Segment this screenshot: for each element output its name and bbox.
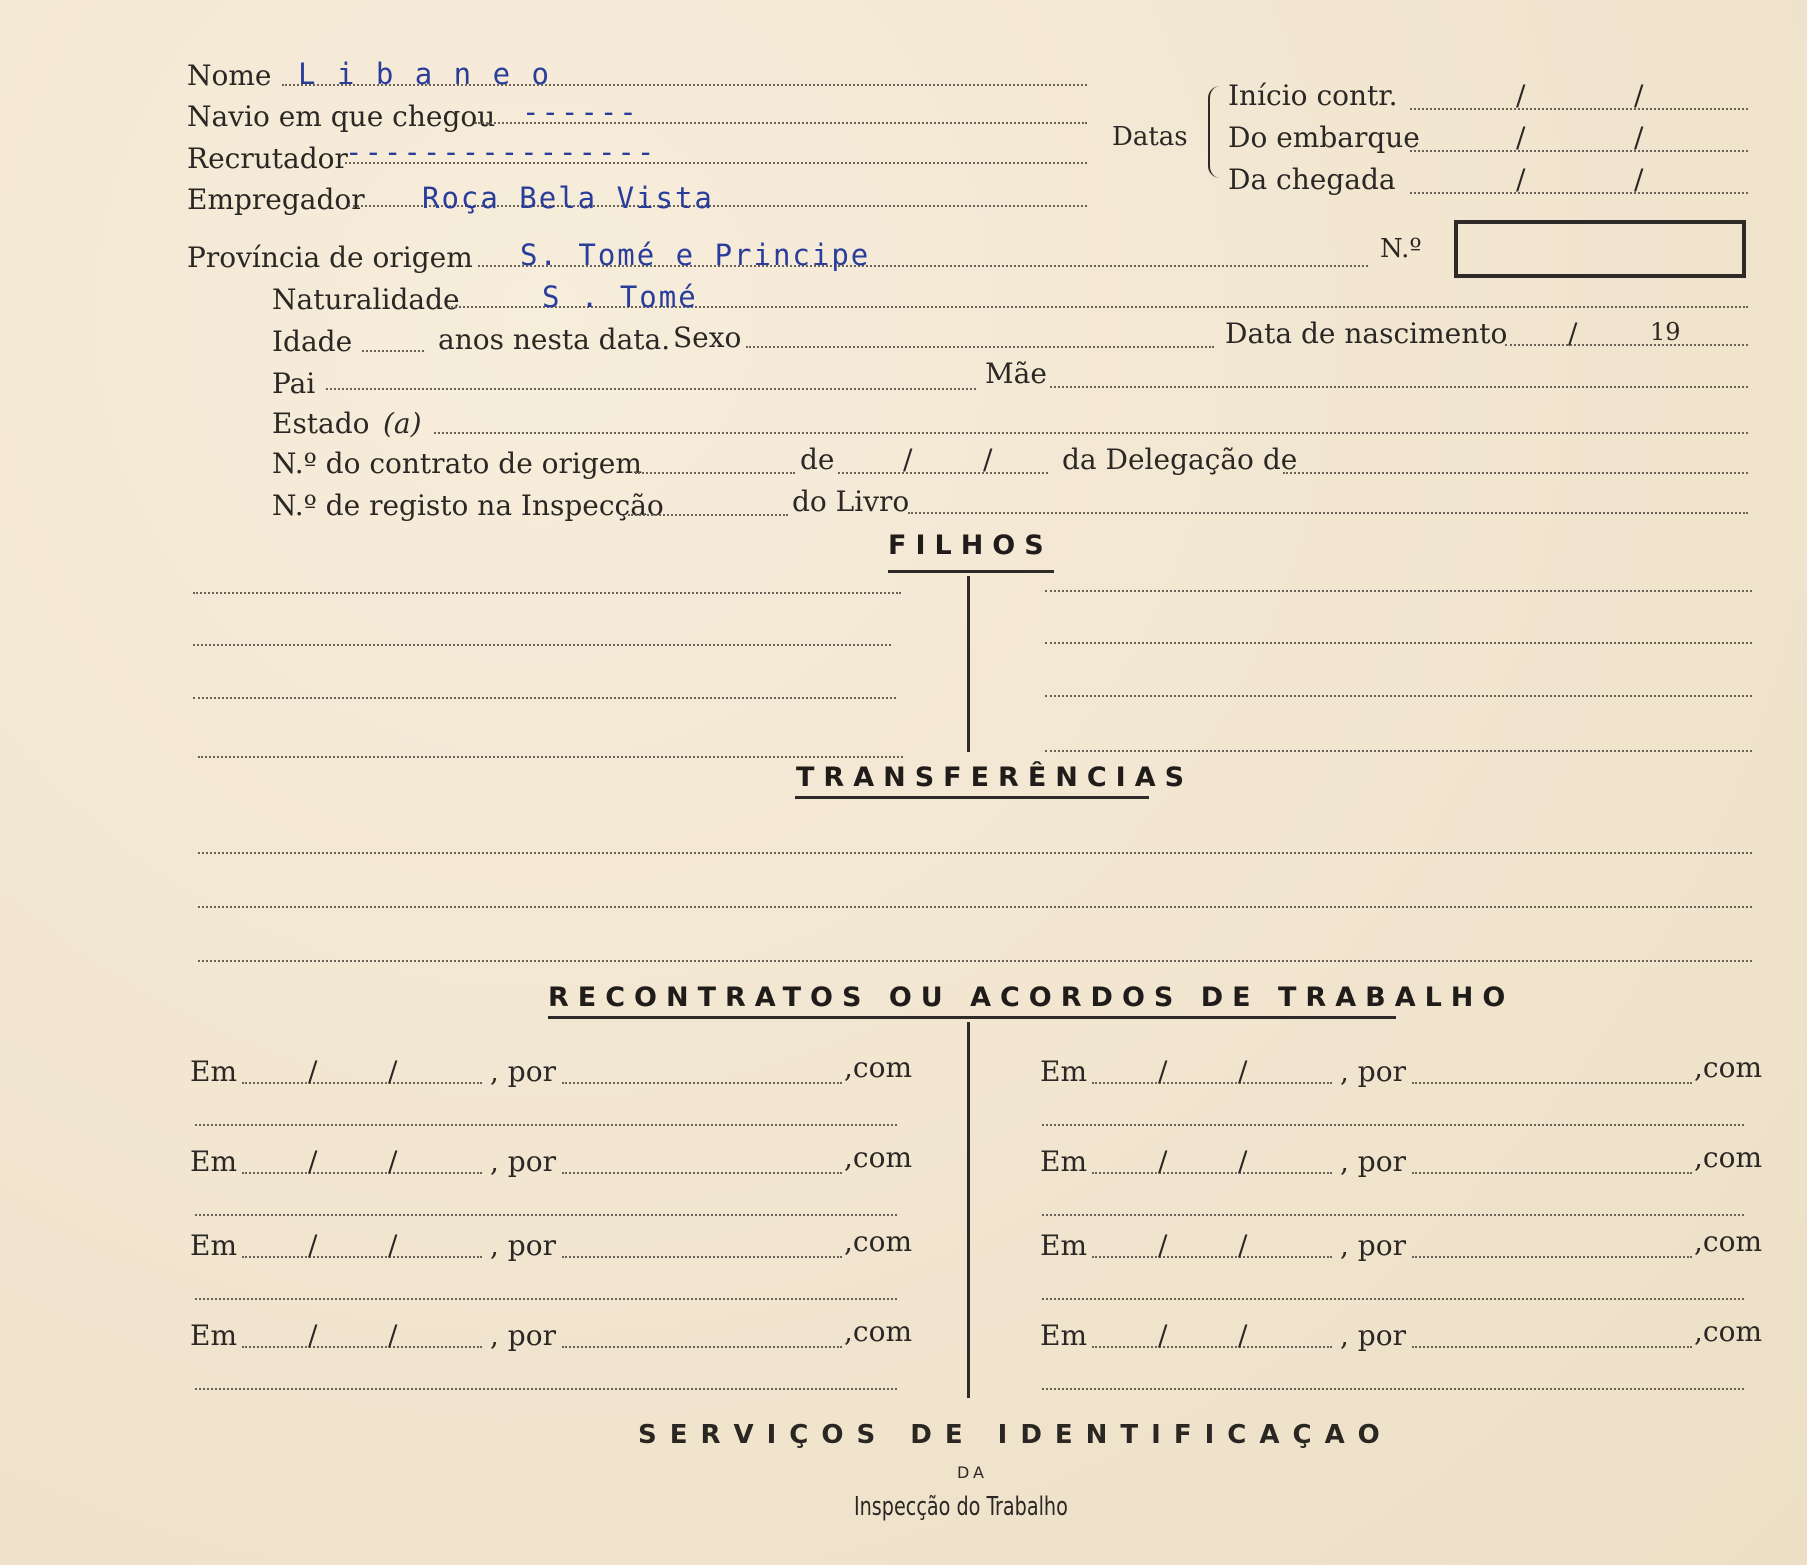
recontrato-right-date-line (1092, 1256, 1332, 1258)
recontrato-left-por-label: , por (490, 1229, 556, 1262)
recontrato-left-em-label: Em (190, 1055, 237, 1088)
recontrato-right-com-label: ,com (1694, 1315, 1762, 1348)
recontrato-right-slash-2: / (1238, 1145, 1248, 1178)
filhos-line-right-4 (1045, 750, 1752, 752)
footer-line-2: DA (957, 1463, 988, 1482)
recontrato-right-em-label: Em (1040, 1055, 1087, 1088)
recontrato-right-date-line (1092, 1172, 1332, 1174)
heading-filhos-underline (888, 570, 1054, 573)
label-numero: N.º (1380, 234, 1422, 264)
heading-transferencias: TRANSFERÊNCIAS (796, 762, 1194, 793)
slash-embarque-1: / (1516, 121, 1526, 154)
slash-chegada-2: / (1634, 163, 1644, 196)
recontrato-right-slash-1: / (1158, 1319, 1168, 1352)
field-line-estado (434, 432, 1748, 434)
recontrato-right-com-label: ,com (1694, 1225, 1762, 1258)
recontrato-left-por-label: , por (490, 1055, 556, 1088)
recontrato-left-slash-2: / (388, 1319, 398, 1352)
field-line-contrato-data (838, 472, 1048, 474)
recontrato-left-por-label: , por (490, 1319, 556, 1352)
recontrato-right-com-label: ,com (1694, 1141, 1762, 1174)
recontrato-right-slash-2: / (1238, 1229, 1248, 1262)
recontrato-left-continuation-line (195, 1298, 897, 1300)
label-nascimento: Data de nascimento (1225, 317, 1508, 350)
recontrato-right-em-label: Em (1040, 1145, 1087, 1178)
numero-box (1454, 220, 1746, 278)
field-line-pai (326, 388, 976, 390)
recontrato-right-slash-1: / (1158, 1055, 1168, 1088)
filhos-line-left-2 (193, 644, 891, 646)
label-naturalidade: Naturalidade (272, 283, 460, 316)
label-pai: Pai (272, 367, 316, 400)
recontrato-right-por-label: , por (1340, 1229, 1406, 1262)
recontrato-right-date-line (1092, 1082, 1332, 1084)
recontrato-right-slash-2: / (1238, 1055, 1248, 1088)
label-seculo: 19 (1650, 318, 1681, 346)
recontrato-left-com-label: ,com (844, 1315, 912, 1348)
slash-contrato-1: / (903, 443, 913, 476)
recontrato-right-continuation-line (1042, 1298, 1744, 1300)
field-line-nascimento (1505, 344, 1748, 346)
label-contrato: N.º do contrato de origem (272, 447, 642, 480)
filhos-line-right-1 (1045, 590, 1752, 592)
heading-recontratos-underline (548, 1016, 1396, 1019)
transferencias-line-3 (198, 960, 1752, 962)
label-delegacao: da Delegação de (1062, 443, 1298, 476)
filhos-line-right-2 (1045, 642, 1752, 644)
label-registo: N.º de registo na Inspecção (272, 489, 664, 522)
field-line-sexo (746, 346, 1214, 348)
transferencias-line-1 (198, 852, 1752, 854)
label-anos: anos nesta data. (438, 323, 671, 356)
recontrato-right-por-line (1412, 1082, 1692, 1084)
label-provincia: Província de origem (187, 241, 473, 274)
recontrato-right-por-line (1412, 1346, 1692, 1348)
heading-filhos: FILHOS (888, 530, 1053, 561)
field-line-contrato (635, 472, 795, 474)
recontrato-left-date-line (242, 1082, 482, 1084)
slash-embarque-2: / (1634, 121, 1644, 154)
filhos-divider (967, 576, 970, 752)
label-estado-note: (a) (383, 407, 422, 440)
slash-nascimento: / (1568, 317, 1578, 350)
recontrato-left-por-line (562, 1346, 842, 1348)
footer-line-1: SERVIÇOS DE IDENTIFICAÇAO (638, 1420, 1393, 1450)
label-de: de (800, 443, 835, 476)
recontrato-left-slash-2: / (388, 1145, 398, 1178)
recontrato-left-slash-1: / (308, 1145, 318, 1178)
recontrato-left-continuation-line (195, 1124, 897, 1126)
recontrato-right-date-line (1092, 1346, 1332, 1348)
recontrato-left-com-label: ,com (844, 1051, 912, 1084)
recontrato-left-por-line (562, 1082, 842, 1084)
recontrato-right-slash-2: / (1238, 1319, 1248, 1352)
label-sexo: Sexo (673, 321, 742, 354)
value-empregador: Roça Bela Vista (422, 181, 714, 215)
recontrato-right-por-line (1412, 1256, 1692, 1258)
label-chegada: Da chegada (1228, 163, 1396, 196)
value-navio: ------ (522, 95, 639, 129)
recontrato-left-slash-2: / (388, 1229, 398, 1262)
recontrato-right-slash-1: / (1158, 1145, 1168, 1178)
recontrato-left-por-line (562, 1172, 842, 1174)
field-line-embarque (1410, 150, 1748, 152)
recontrato-left-continuation-line (195, 1388, 897, 1390)
datas-brace (1208, 86, 1220, 178)
recontrato-left-por-line (562, 1256, 842, 1258)
label-estado: Estado (272, 407, 370, 440)
filhos-line-left-4 (198, 756, 903, 758)
filhos-line-left-3 (193, 697, 896, 699)
recontrato-left-slash-1: / (308, 1319, 318, 1352)
value-recrutador: ---------------- (345, 135, 657, 169)
recontrato-left-em-label: Em (190, 1145, 237, 1178)
recontrato-left-slash-1: / (308, 1229, 318, 1262)
label-datas: Datas (1112, 122, 1188, 152)
field-line-chegada (1410, 192, 1748, 194)
slash-inicio-2: / (1634, 79, 1644, 112)
recontrato-left-date-line (242, 1172, 482, 1174)
value-nome: L i b a n e o (298, 57, 551, 91)
recontrato-right-por-label: , por (1340, 1145, 1406, 1178)
transferencias-line-2 (198, 906, 1752, 908)
value-naturalidade: S . Tomé (542, 280, 698, 314)
recontrato-left-em-label: Em (190, 1319, 237, 1352)
filhos-line-left-1 (193, 592, 901, 594)
recontrato-right-em-label: Em (1040, 1319, 1087, 1352)
heading-transferencias-underline (795, 796, 1149, 799)
slash-contrato-2: / (983, 443, 993, 476)
label-livro: do Livro (792, 485, 910, 518)
field-line-mae (1050, 386, 1748, 388)
label-empregador: Empregador (187, 183, 365, 216)
label-idade: Idade (272, 325, 353, 358)
recontrato-left-com-label: ,com (844, 1141, 912, 1174)
recontrato-right-slash-1: / (1158, 1229, 1168, 1262)
recontratos-divider (967, 1022, 970, 1398)
field-line-inicio (1410, 108, 1748, 110)
recontrato-left-com-label: ,com (844, 1225, 912, 1258)
recontrato-left-por-label: , por (490, 1145, 556, 1178)
label-inicio: Início contr. (1228, 79, 1398, 112)
recontrato-right-continuation-line (1042, 1124, 1744, 1126)
field-line-registo (628, 514, 788, 516)
recontrato-right-continuation-line (1042, 1388, 1744, 1390)
value-provincia: S. Tomé e Principe (520, 238, 871, 272)
recontrato-right-em-label: Em (1040, 1229, 1087, 1262)
label-navio: Navio em que chegou (187, 100, 496, 133)
recontrato-left-slash-2: / (388, 1055, 398, 1088)
footer-line-3: Inspecção do Trabalho (854, 1492, 1068, 1522)
recontrato-left-slash-1: / (308, 1055, 318, 1088)
filhos-line-right-3 (1045, 695, 1752, 697)
recontrato-left-date-line (242, 1346, 482, 1348)
recontrato-right-por-line (1412, 1172, 1692, 1174)
slash-chegada-1: / (1516, 163, 1526, 196)
slash-inicio-1: / (1516, 79, 1526, 112)
recontrato-right-continuation-line (1042, 1214, 1744, 1216)
field-line-idade (362, 350, 424, 352)
recontrato-left-date-line (242, 1256, 482, 1258)
recontrato-right-com-label: ,com (1694, 1051, 1762, 1084)
recontrato-right-por-label: , por (1340, 1319, 1406, 1352)
recontrato-left-em-label: Em (190, 1229, 237, 1262)
heading-recontratos: RECONTRATOS OU ACORDOS DE TRABALHO (548, 982, 1515, 1013)
label-nome: Nome (187, 59, 272, 92)
label-mae: Mãe (985, 357, 1047, 390)
recontrato-left-continuation-line (195, 1214, 897, 1216)
recontrato-right-por-label: , por (1340, 1055, 1406, 1088)
field-line-delegacao (1283, 472, 1748, 474)
field-line-livro (908, 512, 1748, 514)
label-embarque: Do embarque (1228, 121, 1420, 154)
label-recrutador: Recrutador (187, 142, 348, 175)
